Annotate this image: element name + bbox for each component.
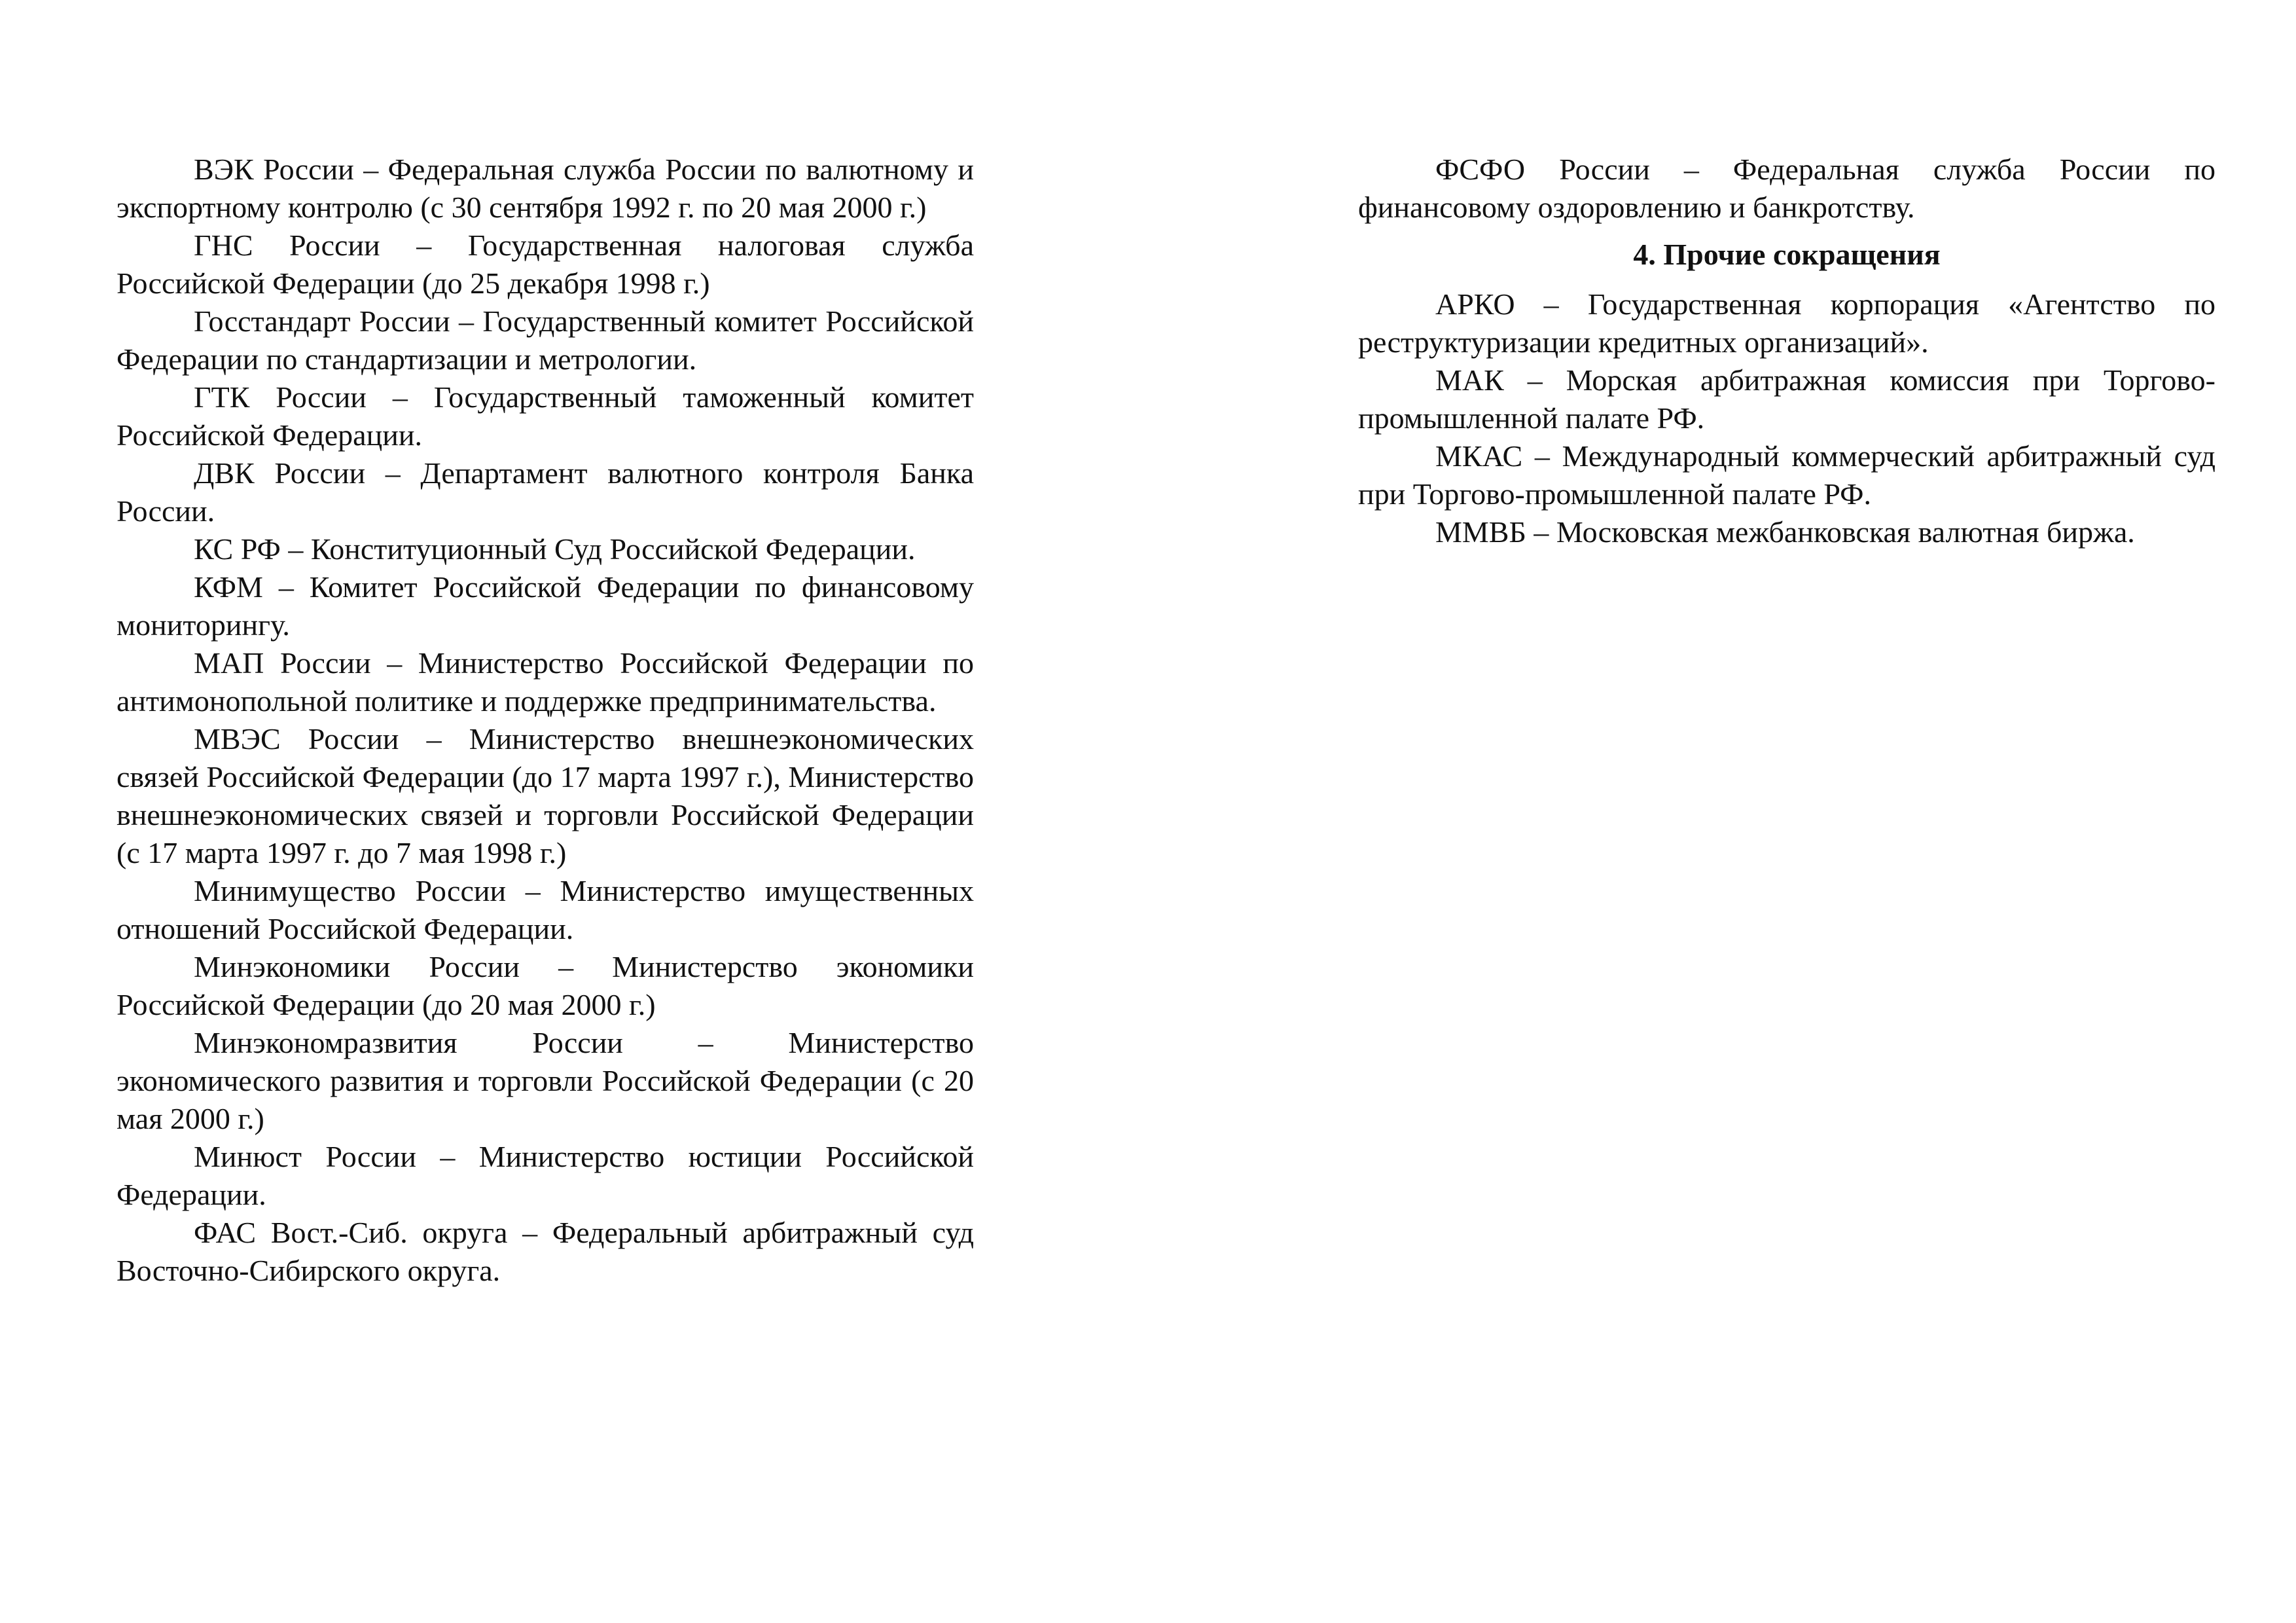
abbreviation-entry-mkas: МКАС – Международный коммерческий арбитражный суд при Торгово-промышленной палате РФ. (1358, 439, 2215, 511)
left-page (117, 151, 974, 1290)
abbreviation-entry-fsfo: ФСФО России – Федеральная служба России по финансовому оздоровлению и банкротству. (1358, 153, 2215, 224)
abbreviation-entry-dvk: ДВК России – Департамент валютного контроля Банка России. (117, 456, 974, 528)
abbreviation-entry-kfm: КФМ – Комитет Российской Федерации по финансовому мониторингу. (117, 570, 974, 642)
abbreviation-entry-gns: ГНС России – Государственная налоговая служба Российской Федерации (до 25 декабря 1998 г.) (117, 228, 974, 300)
abbreviation-entry-mmvb: ММВБ – Московская межбанковская валютная биржа. (1435, 515, 2135, 549)
abbreviation-entry-map: МАП России – Министерство Российской Федерации по антимонопольной политике и поддержке предпринимательства. (117, 646, 974, 718)
abbreviation-entry-vek: ВЭК России – Федеральная служба России по валютному и экспортному контролю (с 30 сентября 1992 г. по 20 мая 2000 г.) (117, 153, 974, 224)
section-heading: 4. Прочие сокращения (1633, 238, 1941, 271)
abbreviation-entry-gtk: ГТК России – Государственный таможенный комитет Российской Федерации. (117, 380, 974, 452)
abbreviation-entry-minekonomrazvitiya: Минэкономразвития России – Министерство экономического развития и торговли Российской Федерации (с 20 мая 2000 г.) (117, 1026, 974, 1135)
abbreviation-entry-fas-vost-sib: ФАС Вост.-Сиб. округа – Федеральный арбитражный суд Восточно-Сибирского округа. (117, 1216, 974, 1287)
abbreviation-entry-minimushchestvo: Минимущество России – Министерство имущественных отношений Российской Федерации. (117, 874, 974, 945)
abbreviation-entry-mak: МАК – Морская арбитражная комиссия при Торгово-промышленной палате РФ. (1358, 363, 2215, 435)
abbreviation-entry-minyust: Минюст России – Министерство юстиции Российской Федерации. (117, 1140, 974, 1211)
abbreviation-entry-mves: МВЭС России – Министерство внешнеэкономических связей Российской Федерации (до 17 марта 1997 г.), Министерство внешнеэкономических связей и торговли Российской Федерации (с 17 марта 1997 г. до 7 мая 1998 г.) (117, 722, 974, 869)
abbreviation-entry-arko: АРКО – Государственная корпорация «Агентство по реструктуризации кредитных организаций». (1358, 287, 2215, 359)
abbreviation-entry-ks-rf: КС РФ – Конституционный Суд Российской Федерации. (194, 532, 916, 566)
right-page (1358, 151, 2215, 551)
abbreviation-entry-gosstandart: Госстандарт России – Государственный комитет Российской Федерации по стандартизации и метрологии. (117, 304, 974, 376)
abbreviation-entry-minekonomiki: Минэкономики России – Министерство экономики Российской Федерации (до 20 мая 2000 г.) (117, 950, 974, 1021)
